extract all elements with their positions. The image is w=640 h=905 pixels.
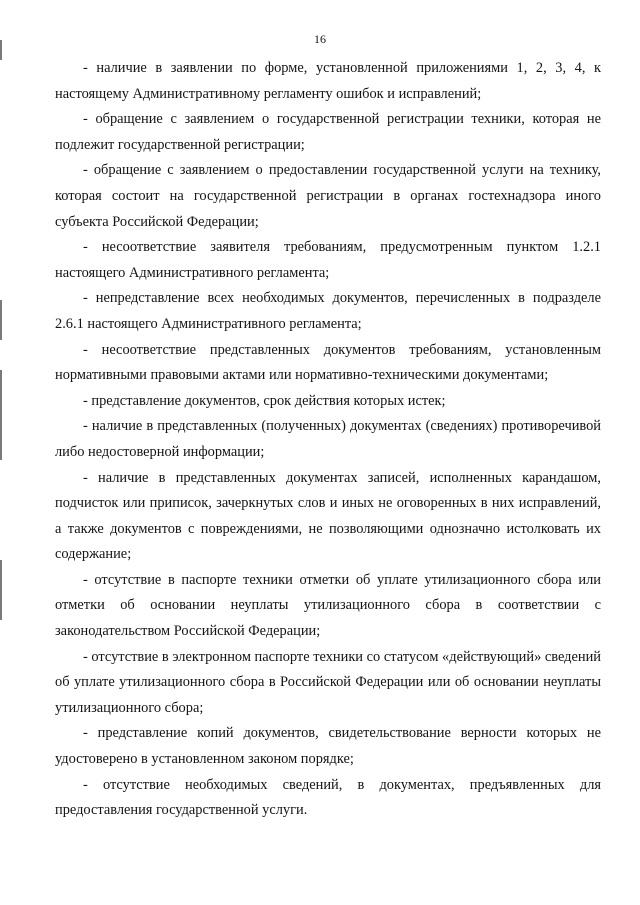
list-item: - наличие в представленных (полученных) документах (сведениях) противоречивой либо недостоверной информации; [55, 418, 601, 460]
list-item: - представление документов, срок действия которых истек; [83, 392, 446, 409]
list-item: - представление копий документов, свидетельствование верности которых не удостоверено в установленном законом порядке; [55, 725, 601, 768]
list-item: - отсутствие в электронном паспорте техники со статусом «действующий» сведений об уплате утилизационного сбора в Российской Федерации или об основании неуплаты утилизационного сбора; [55, 648, 601, 716]
scan-edge-mark [0, 300, 2, 340]
scan-edge-mark [0, 370, 2, 460]
scan-edge-mark [0, 560, 2, 620]
list-item: - несоответствие заявителя требованиям, предусмотренным пунктом 1.2.1 настоящего Административного регламента; [55, 239, 601, 281]
body-text [55, 56, 601, 824]
list-item: - отсутствие в паспорте техники отметки об уплате утилизационного сбора или отметки об основании неуплаты утилизационного сбора в соответствии с законодательством Российской Федерации; [55, 571, 601, 640]
list-item: - отсутствие необходимых сведений, в документах, предъявленных для предоставления государственной услуги. [55, 776, 601, 819]
page-number: 16 [314, 32, 326, 46]
list-item: - непредставление всех необходимых документов, перечисленных в подразделе 2.6.1 настоящего Административного регламента; [55, 290, 601, 332]
list-item: - обращение с заявлением о предоставлении государственной услуги на технику, которая состоит на государственной регистрации в органах гостехнадзора иного субъекта Российской Федерации; [55, 162, 601, 230]
list-item: - наличие в представленных документах записей, исполненных карандашом, подчисток или приписок, зачеркнутых слов и иных не оговоренных в них исправлений, а также документов с повреждениями, не позволяющими однозначно истолковать их содержание; [55, 469, 601, 563]
list-item: - наличие в заявлении по форме, установленной приложениями 1, 2, 3, 4, к настоящему Административному регламенту ошибок и исправлений; [55, 60, 601, 102]
list-item: - обращение с заявлением о государственной регистрации техники, которая не подлежит государственной регистрации; [55, 111, 601, 153]
list-item: - несоответствие представленных документов требованиям, установленным нормативными правовыми актами или нормативно-техническими документами; [55, 341, 601, 384]
